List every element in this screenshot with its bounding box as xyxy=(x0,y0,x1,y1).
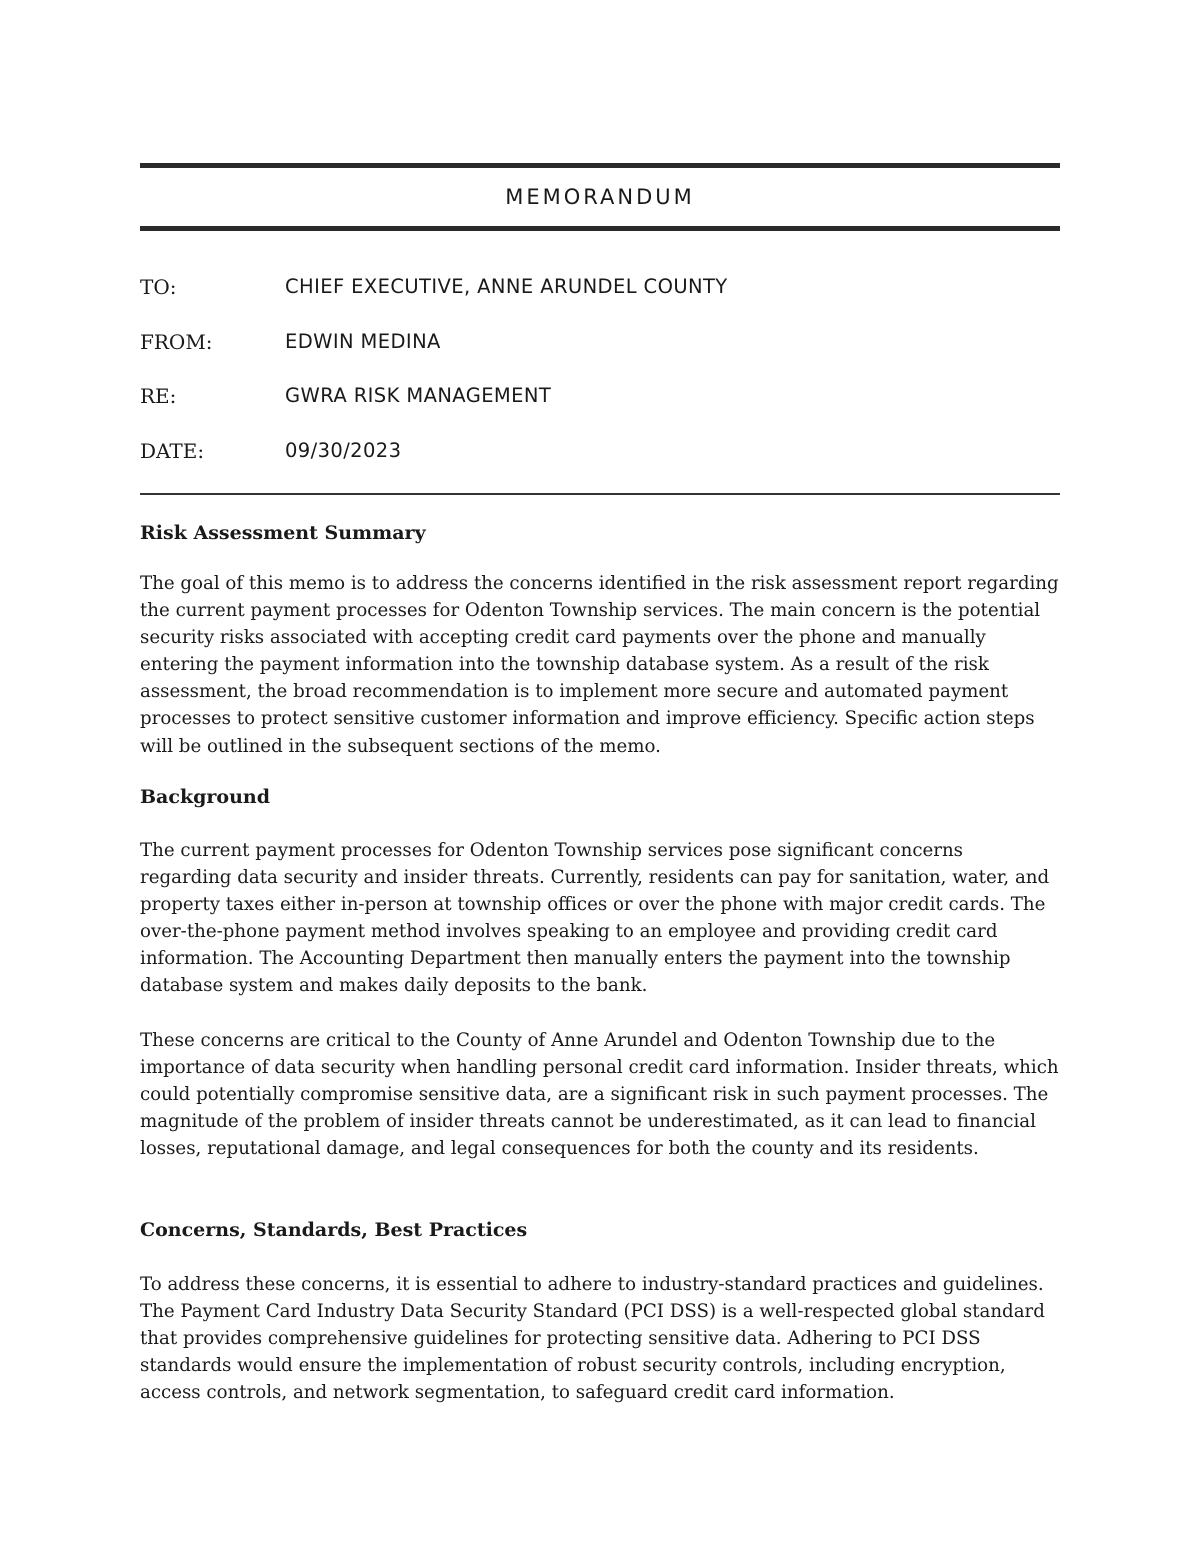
concerns-paragraph: To address these concerns, it is essential to adhere to industry-standard practices and guidelines. The Payment Card Industry Data Security Standard (PCI DSS) is a well-respected global standard that provides comprehensive guidelines for protecting sensitive data. Adhering to PCI DSS standards would ensure the implementation of robust security controls, including encryption, access controls, and network segmentation, to safeguard credit card information. xyxy=(140,1274,1045,1404)
header-row-date xyxy=(140,437,1060,465)
background-paragraph-2: These concerns are critical to the County of Anne Arundel and Odenton Township due to the importance of data security when handling personal credit card information. Insider threats, which could potentially compromise sensitive data, are a significant risk in such payment processes. The magnitude of the problem of insider threats cannot be underestimated, as it can lead to financial losses, reputational damage, and legal consequences for both the county and its residents. xyxy=(140,1030,1059,1160)
section-heading-risk-assessment-summary: Risk Assessment Summary xyxy=(140,522,426,544)
section-heading-concerns-standards: Concerns, Standards, Best Practices xyxy=(140,1219,528,1241)
title-bottom-rule xyxy=(140,226,1060,231)
re-label: RE: xyxy=(140,384,177,408)
risk-summary-paragraph: The goal of this memo is to address the concerns identified in the risk assessment report regarding the current payment processes for Odenton Township services. The main concern is the potential security risks associated with accepting credit card payments over the phone and manually entering the payment information into the township database system. As a result of the risk assessment, the broad recommendation is to implement more secure and automated payment processes to protect sensitive customer information and improve efficiency. Specific action steps will be outlined in the subsequent sections of the memo. xyxy=(140,573,1059,757)
to-label: TO: xyxy=(140,275,177,299)
header-row-to xyxy=(140,273,1060,301)
top-rule xyxy=(140,163,1060,168)
memo-title: MEMORANDUM xyxy=(505,185,695,209)
header-divider xyxy=(140,493,1060,495)
header-row-from xyxy=(140,328,1060,356)
date-value: 09/30/2023 xyxy=(285,439,402,462)
date-label: DATE: xyxy=(140,439,205,463)
from-value: EDWIN MEDINA xyxy=(285,330,441,353)
re-value: GWRA RISK MANAGEMENT xyxy=(285,384,552,407)
background-paragraph-1: The current payment processes for Odenton Township services pose significant concerns regarding data security and insider threats. Currently, residents can pay for sanitation, water, and property taxes either in-person at township offices or over the phone with major credit cards. The over-the-phone payment method involves speaking to an employee and providing credit card information. The Accounting Department then manually enters the payment into the township database system and makes daily deposits to the bank. xyxy=(140,840,1050,997)
to-value: CHIEF EXECUTIVE, ANNE ARUNDEL COUNTY xyxy=(285,275,728,298)
from-label: FROM: xyxy=(140,330,213,354)
header-row-re xyxy=(140,382,1060,410)
section-heading-background: Background xyxy=(140,786,270,808)
